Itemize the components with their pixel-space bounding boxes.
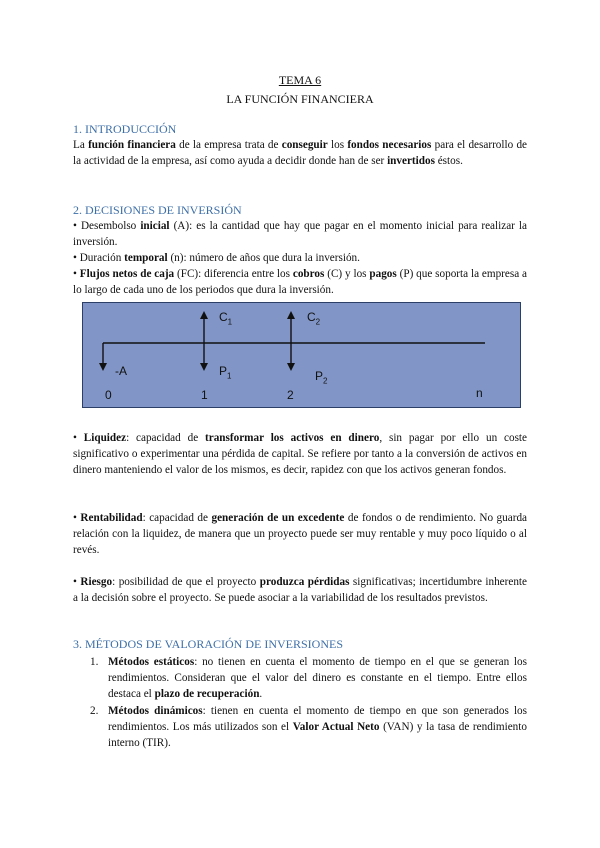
bullet-desembolso: • Desembolso inicial (A): es la cantidad que hay que pagar en el momento inicial para realizar la inversión.	[73, 220, 528, 249]
label-minus-a: -A	[115, 364, 127, 378]
bullet-liquidez: • Liquidez: capacidad de transformar los activos en dinero, sin pagar por ello un coste significativo o experimentar una pérdida de capital. Se refiere por tanto a la conversión de activos en dinero manteniendo el valor de los mismos, es decir, rapidez con que los activos generan fondos.	[73, 432, 528, 477]
bullet-riesgo: • Riesgo: posibilidad de que el proyecto produzca pérdidas significativas; incertidumbre inherente a la decisión sobre el proyecto. Se puede asociar a la variabilidad de los resultados previstos.	[73, 576, 528, 605]
list-item-metodos-estaticos: 1. Métodos estáticos: no tienen en cuenta el momento de tiempo en el que se generan los rendimientos. Consideran que el valor del dinero es constante en el tiempo. Entre ellos destaca el plazo de recuperación.	[90, 656, 527, 701]
label-c1: $C_1$	[219, 310, 233, 327]
label-c2: $C_2$	[307, 310, 321, 327]
list-item-metodos-dinamicos: 2. Métodos dinámicos: tienen en cuenta el momento de tiempo en que son generados los rendimientos. Los más utilizados son el Valor Actual Neto (VAN) y la tasa de rendimiento interno (TIR).	[90, 704, 528, 750]
tick-label-1: 1	[201, 388, 208, 402]
cash-flow-diagram	[82, 302, 521, 408]
section-heading-introduccion: 1. INTRODUCCIÓN	[73, 122, 177, 136]
topic-title: LA FUNCIÓN FINANCIERA	[226, 92, 374, 106]
label-p1: $P_1$	[219, 364, 232, 381]
tick-label-n: n	[476, 386, 483, 400]
label-p2: $P_2$	[315, 369, 328, 386]
bullet-flujos: • Flujos netos de caja (FC): diferencia entre los cobros (C) y los pagos (P) que soporta la empresa a lo largo de cada uno de los periodos que dura la inversión.	[73, 268, 528, 297]
bullet-rentabilidad: • Rentabilidad: capacidad de generación de un excedente de fondos o de rendimiento. No guarda relación con la liquidez, de manera que un proyecto puede ser muy rentable y muy poco líquido o al revés.	[73, 512, 527, 557]
tick-label-2: 2	[287, 388, 294, 402]
topic-number: TEMA 6	[278, 73, 322, 87]
bullet-duracion: • Duración temporal (n): número de años que dura la inversión.	[73, 252, 360, 264]
intro-paragraph: La función financiera de la empresa trata de conseguir los fondos necesarios para el desarrollo de la actividad de la empresa, así como ayuda a decidir donde han de ser invertidos éstos.	[73, 139, 528, 168]
cash-flow-timeline	[83, 303, 520, 407]
section-heading-metodos: 3. MÉTODOS DE VALORACIÓN DE INVERSIONES	[73, 637, 344, 651]
tick-label-0: 0	[105, 388, 112, 402]
methods-list	[73, 654, 527, 751]
section-heading-decisiones: 2. DECISIONES DE INVERSIÓN	[73, 203, 242, 217]
